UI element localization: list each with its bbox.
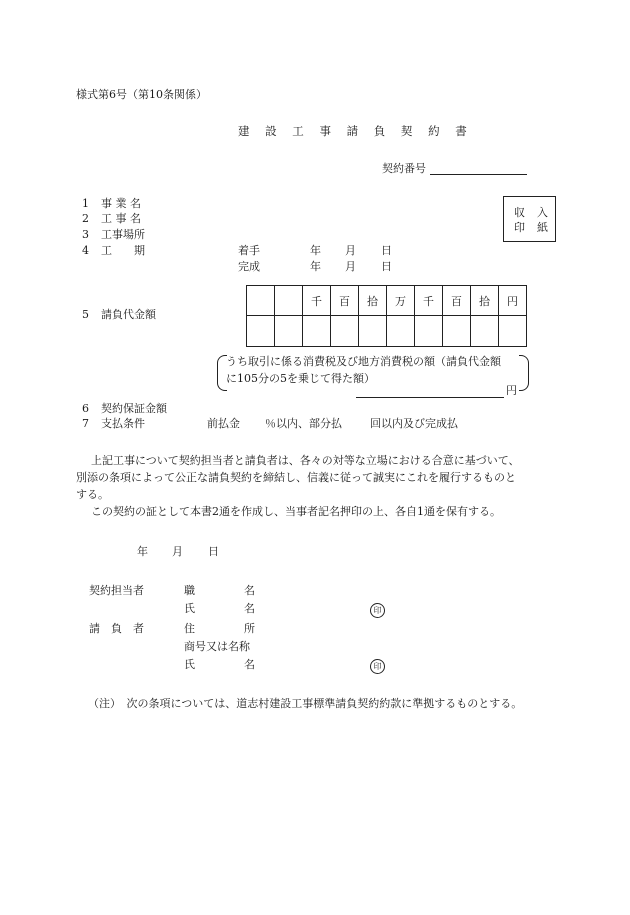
date-year: 年 bbox=[137, 545, 148, 558]
item-label-period: 工 期 bbox=[101, 244, 145, 257]
date-month: 月 bbox=[172, 545, 183, 558]
contractor-name-suffix: 名 bbox=[244, 658, 255, 671]
payment-percent: ％以内、部分払 bbox=[265, 417, 342, 430]
amount-grid bbox=[246, 285, 527, 347]
period-day: 日 bbox=[381, 260, 392, 273]
tax-amount-field[interactable] bbox=[356, 397, 504, 398]
period-year: 年 bbox=[310, 244, 321, 257]
stamp-char: 入 bbox=[537, 206, 548, 219]
amount-digit-cell[interactable] bbox=[443, 316, 471, 347]
officer-title-label: 職 bbox=[184, 584, 195, 597]
item-label-payment: 支払条件 bbox=[101, 417, 145, 430]
officer-name-suffix: 名 bbox=[244, 602, 255, 615]
period-end-label: 完成 bbox=[238, 260, 260, 273]
item-number: 4 bbox=[82, 244, 89, 257]
period-month: 月 bbox=[345, 244, 356, 257]
tax-yen-label: 円 bbox=[506, 384, 517, 397]
amount-unit-cell: 千 bbox=[303, 286, 331, 316]
item-number: 6 bbox=[82, 402, 89, 415]
stamp-char: 収 bbox=[514, 206, 525, 219]
amount-digit-cell[interactable] bbox=[275, 316, 303, 347]
item-number: 7 bbox=[82, 417, 89, 430]
amount-unit-cell: 円 bbox=[499, 286, 527, 316]
tax-note-line1: うち取引に係る消費税及び地方消費税の額（請負代金額 bbox=[226, 355, 501, 368]
amount-digit-cell[interactable] bbox=[499, 316, 527, 347]
right-bracket bbox=[519, 355, 529, 391]
amount-unit-cell: 百 bbox=[331, 286, 359, 316]
contract-number-label: 契約番号 bbox=[382, 162, 426, 175]
amount-unit-cell: 千 bbox=[415, 286, 443, 316]
body-paragraph-1-line-2: 別添の条項によって公正な請負契約を締結し、信義に従って誠実にこれを履行するものと bbox=[76, 471, 516, 484]
period-day: 日 bbox=[381, 244, 392, 257]
contract-officer-label: 契約担当者 bbox=[89, 584, 144, 597]
payment-advance: 前払金 bbox=[207, 417, 240, 430]
item-number: 5 bbox=[82, 308, 89, 321]
amount-unit-cell bbox=[247, 286, 275, 316]
item-label-work-name: 工 事 名 bbox=[101, 212, 141, 225]
contractor-name-label: 氏 bbox=[184, 658, 195, 671]
item-label-guarantee: 契約保証金額 bbox=[101, 402, 167, 415]
amount-unit-cell: 拾 bbox=[359, 286, 387, 316]
item-label-contract-amount: 請負代金額 bbox=[101, 308, 156, 321]
period-month: 月 bbox=[345, 260, 356, 273]
form-number: 様式第6号（第10条関係） bbox=[76, 88, 207, 101]
tax-note-line2: に105分の5を乗じて得た額） bbox=[226, 372, 375, 385]
contract-number-field[interactable] bbox=[430, 174, 527, 175]
amount-digit-cell[interactable] bbox=[331, 316, 359, 347]
document-title: 建 設 工 事 請 負 契 約 書 bbox=[238, 124, 473, 138]
officer-title-suffix: 名 bbox=[244, 584, 255, 597]
contractor-label: 請 負 者 bbox=[89, 622, 144, 635]
item-label-project-name: 事 業 名 bbox=[101, 197, 141, 210]
contractor-address-suffix: 所 bbox=[244, 622, 255, 635]
amount-unit-cell: 百 bbox=[443, 286, 471, 316]
contractor-company-label: 商号又は名称 bbox=[184, 640, 250, 653]
stamp-char: 印 bbox=[514, 221, 525, 234]
body-paragraph-2: この契約の証として本書2通を作成し、当事者記名押印の上、各自1通を保有する。 bbox=[91, 505, 501, 518]
body-paragraph-1-line-1: 上記工事について契約担当者と請負者は、各々の対等な立場における合意に基づいて、 bbox=[91, 454, 520, 467]
amount-digit-cell[interactable] bbox=[415, 316, 443, 347]
amount-digit-cell[interactable] bbox=[471, 316, 499, 347]
amount-digit-cell[interactable] bbox=[247, 316, 275, 347]
amount-digit-cell[interactable] bbox=[303, 316, 331, 347]
period-year: 年 bbox=[310, 260, 321, 273]
seal-icon: 印 bbox=[370, 659, 385, 674]
item-number: 1 bbox=[82, 197, 89, 210]
item-number: 2 bbox=[82, 212, 89, 225]
period-start-label: 着手 bbox=[238, 244, 260, 257]
contractor-address-label: 住 bbox=[184, 622, 195, 635]
amount-unit-cell: 拾 bbox=[471, 286, 499, 316]
amount-unit-cell bbox=[275, 286, 303, 316]
amount-unit-cell: 万 bbox=[387, 286, 415, 316]
seal-icon: 印 bbox=[370, 603, 385, 618]
footnote: （注） 次の条項については、道志村建設工事標準請負契約約款に準拠するものとする。 bbox=[88, 697, 523, 710]
revenue-stamp-box bbox=[503, 196, 556, 242]
date-day: 日 bbox=[208, 545, 219, 558]
payment-times: 回以内及び完成払 bbox=[370, 417, 458, 430]
amount-digit-cell[interactable] bbox=[387, 316, 415, 347]
item-number: 3 bbox=[82, 228, 89, 241]
amount-digit-cell[interactable] bbox=[359, 316, 387, 347]
stamp-char: 紙 bbox=[537, 221, 548, 234]
body-paragraph-1-line-3: する。 bbox=[76, 488, 109, 501]
officer-name-label: 氏 bbox=[184, 602, 195, 615]
item-label-work-site: 工事場所 bbox=[101, 228, 145, 241]
